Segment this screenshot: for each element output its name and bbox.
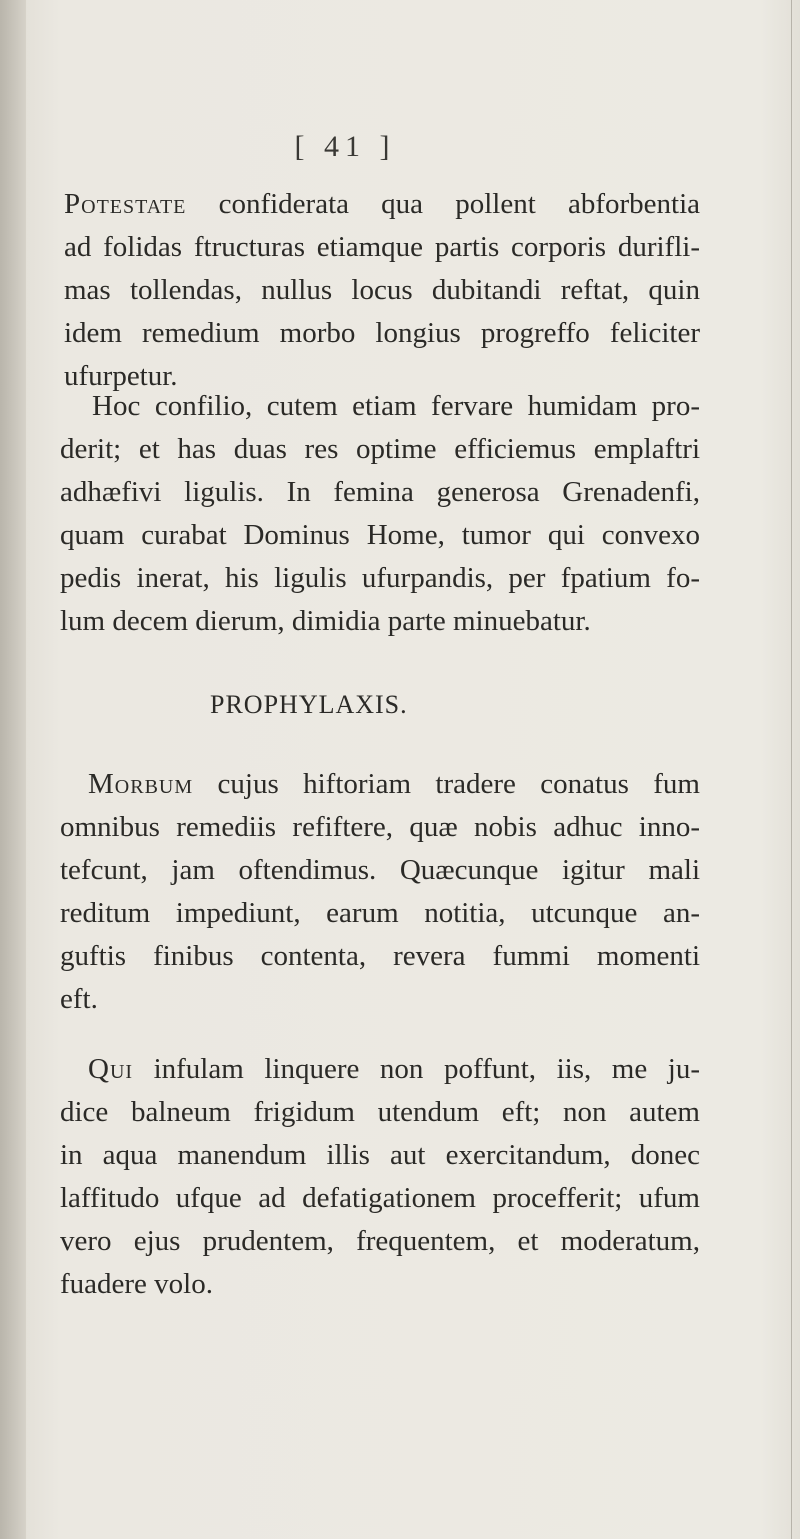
page-number: [ 41 ] xyxy=(294,130,396,163)
binding-gutter xyxy=(0,0,26,1539)
paragraph-4 xyxy=(60,1048,700,1306)
paragraph-1 xyxy=(60,183,700,398)
paragraph-3-line-5: guftis finibus contenta, revera fummi momenti xyxy=(60,940,700,972)
paragraph-2-line-6: lum decem dierum, dimidia parte minuebatur. xyxy=(60,605,591,637)
paragraph-1-line-5: ufurpetur. xyxy=(64,360,178,392)
paragraph-4-line-4: laffitudo ufque ad defatigationem procefferit; ufum xyxy=(60,1182,700,1214)
paragraph-2-line-2: derit; et has duas res optime efficiemus emplaftri xyxy=(60,433,700,465)
paragraph-2 xyxy=(60,385,700,643)
paragraph-3-lead: Morbum xyxy=(88,768,194,800)
paragraph-4-line-3: in aqua manendum illis aut exercitandum, donec xyxy=(60,1139,700,1171)
paragraph-1-line-3: mas tollendas, nullus locus dubitandi reftat, quin xyxy=(64,274,700,306)
paragraph-2-line-1: Hoc confilio, cutem etiam fervare humidam pro- xyxy=(92,390,700,422)
section-heading: PROPHYLAXIS. xyxy=(210,690,408,719)
paragraph-4-line-1: Qui infulam linquere non poffunt, iis, me ju- xyxy=(88,1053,700,1085)
paragraph-1-line-2: ad folidas ftructuras etiamque partis corporis durifli- xyxy=(64,231,700,263)
paragraph-3-line-4: reditum impediunt, earum notitia, utcunque an- xyxy=(60,897,700,929)
paragraph-1-lead: Potestate xyxy=(64,188,187,220)
paragraph-4-line-2: dice balneum frigidum utendum eft; non autem xyxy=(60,1096,700,1128)
paragraph-3-line-6: eft. xyxy=(60,983,98,1015)
paragraph-2-line-3: adhæfivi ligulis. In femina generosa Grenadenfi, xyxy=(60,476,700,508)
paragraph-3-line-1: Morbum cujus hiftoriam tradere conatus fum xyxy=(88,768,700,800)
paragraph-4-lead: Qui xyxy=(88,1053,134,1085)
paragraph-4-line-6: fuadere volo. xyxy=(60,1268,213,1300)
paragraph-2-line-4: quam curabat Dominus Home, tumor qui convexo xyxy=(60,519,700,551)
paragraph-1-line-1: Potestate confiderata qua pollent abforbentia xyxy=(64,188,700,220)
page-edge xyxy=(791,0,792,1539)
paragraph-3-line-2: omnibus remediis refiftere, quæ nobis adhuc inno- xyxy=(60,811,700,843)
paragraph-2-line-5: pedis inerat, his ligulis ufurpandis, per fpatium fo- xyxy=(60,562,700,594)
paragraph-4-line-5: vero ejus prudentem, frequentem, et moderatum, xyxy=(60,1225,700,1257)
paragraph-3 xyxy=(60,763,700,1021)
paragraph-3-line-3: tefcunt, jam oftendimus. Quæcunque igitur mali xyxy=(60,854,700,886)
paragraph-1-line-4: idem remedium morbo longius progreffo feliciter xyxy=(64,317,700,349)
